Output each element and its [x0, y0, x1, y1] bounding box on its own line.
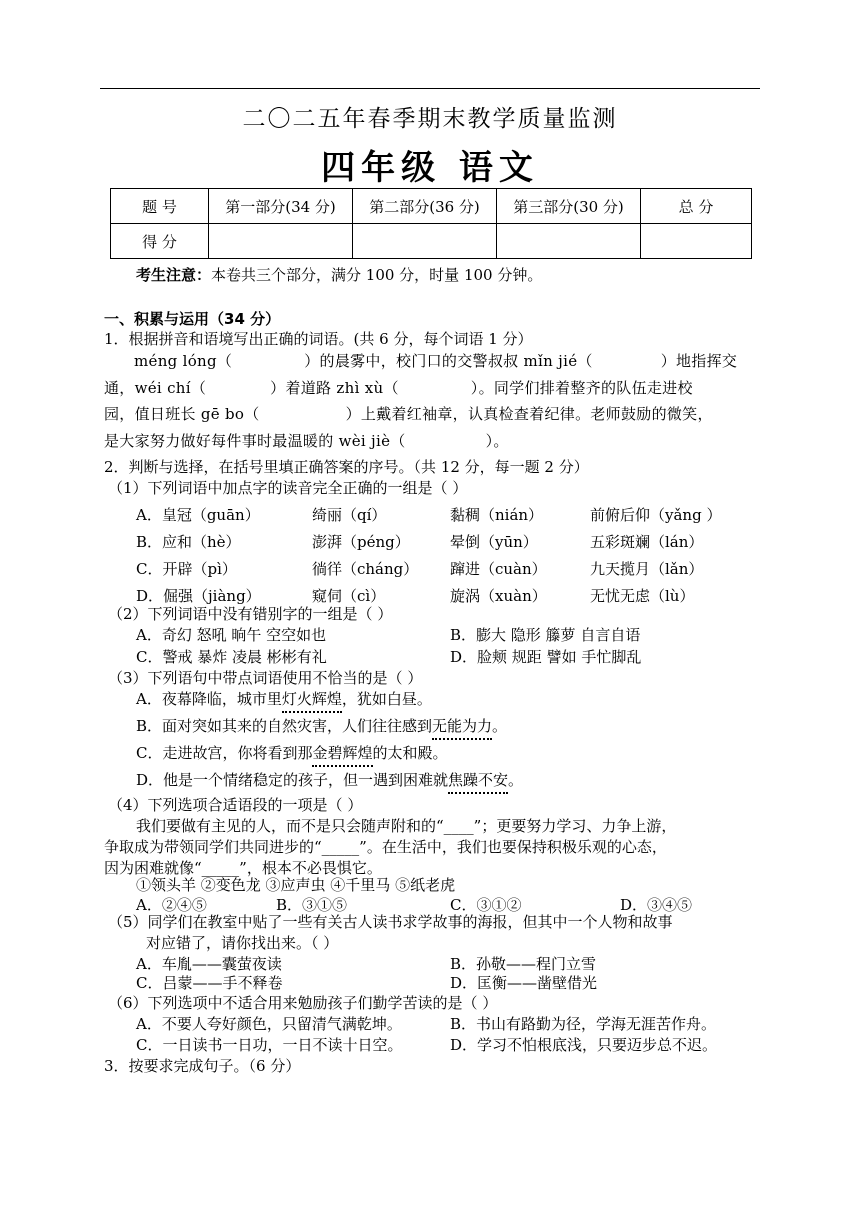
option-word: 黏稠（nián）	[450, 506, 544, 524]
sub-question-stem: （6）下列选项中不适合用来勉励孩子们勤学苦读的是（ ）	[108, 994, 498, 1012]
option-word: 五彩斑斓（lán）	[590, 533, 704, 551]
option-item[interactable]: A．皇冠（guān）	[136, 506, 260, 524]
score-table-cell: 第一部分(34 分)	[209, 189, 353, 224]
option-item[interactable]: B．孙敬——程门立雪	[450, 955, 597, 973]
q1-text: ）。同学们排着整齐的队伍走进校	[470, 379, 693, 397]
option-word: 澎湃（péng）	[312, 533, 410, 551]
option-text: D．他是一个情绪稳定的孩子，但一遇到困难就	[136, 771, 449, 789]
sub-question-stem: 对应错了，请你找出来。（ ）	[146, 934, 339, 952]
q1-line	[104, 403, 713, 424]
q1-line	[134, 350, 737, 371]
option-item[interactable]: D．倔强（jiàng）	[136, 587, 261, 605]
exam-title: 二〇二五年春季期末教学质量监测	[242, 106, 618, 132]
option-item[interactable]: D．脸颊 规距 譬如 手忙脚乱	[450, 648, 642, 666]
score-table-cell: 第二部分(36 分)	[353, 189, 497, 224]
question-stem: 1．根据拼音和语境写出正确的词语。(共 6 分，每个词语 1 分）	[104, 330, 533, 348]
score-input-cell[interactable]	[497, 224, 641, 259]
option-word: 无忧无虑（lù）	[590, 587, 695, 605]
score-table	[110, 188, 752, 259]
option-word: 晕倒（yūn）	[450, 533, 538, 551]
option-item[interactable]: D．学习不怕根底浅，只要迈步总不迟。	[450, 1036, 718, 1054]
option-item[interactable]: C．警戒 暴炸 凌晨 彬彬有礼	[136, 648, 327, 666]
passage-line: 因为困难就像“_____”，根本不必畏惧它。	[104, 859, 382, 877]
option-item[interactable]	[136, 743, 448, 767]
word-options: ①领头羊 ②变色龙 ③应声虫 ④千里马 ⑤纸老虎	[136, 876, 456, 894]
passage-line: 我们要做有主见的人，而不是只会随声附和的“____”；更要努力学习、力争上游，	[136, 817, 677, 835]
score-input-cell[interactable]	[209, 224, 353, 259]
option-item[interactable]: C．开辟（pì）	[136, 560, 237, 578]
option-word: 旋涡（xuàn）	[450, 587, 547, 605]
score-table-cell: 题 号	[111, 189, 209, 224]
score-table-cell: 总 分	[641, 189, 752, 224]
question-stem: 3．按要求完成句子。（6 分）	[104, 1057, 301, 1075]
q1-text: ）上戴着红袖章，认真检查着纪律。老师鼓励的微笑，	[345, 405, 713, 423]
option-item[interactable]	[136, 689, 432, 713]
dotted-word: 焦躁不安	[448, 770, 508, 794]
passage-line: 争取成为带领同学们共同进步的“_____”。在生活中，我们也要保持积极乐观的心态，	[104, 838, 667, 856]
score-table-cell: 得 分	[111, 224, 209, 259]
option-word: 窥伺（cì）	[312, 587, 386, 605]
option-text: A．夜幕降临，城市里	[136, 690, 282, 708]
option-item[interactable]: B．膨大 隐形 籐萝 自言自语	[450, 626, 641, 644]
q1-line	[104, 377, 693, 398]
header-rule	[100, 88, 760, 89]
option-text: 。	[492, 717, 508, 735]
sub-question-stem: （3）下列语句中带点词语使用不恰当的是（ ）	[108, 669, 423, 687]
q1-text: 园，值日班长 gē bo（	[104, 405, 260, 423]
option-item[interactable]: A．车胤——囊萤夜读	[136, 955, 282, 973]
option-text: 的太和殿。	[372, 744, 448, 762]
score-table-cell: 第三部分(30 分)	[497, 189, 641, 224]
q1-text: ）着道路 zhì xù（	[270, 379, 399, 397]
option-text: 。	[508, 771, 524, 789]
section-title: 一、积累与运用（34 分）	[104, 310, 281, 328]
q1-text: ）。	[485, 432, 509, 450]
q1-text: ）地指挥交	[660, 352, 738, 370]
option-item[interactable]: C．③①②	[450, 896, 522, 914]
sub-question-stem: （2）下列词语中没有错别字的一组是（ ）	[108, 605, 393, 623]
option-word: 蹿进（cuàn）	[450, 560, 547, 578]
option-item[interactable]: D．③④⑤	[620, 896, 693, 914]
option-word: 前俯后仰（yǎng ）	[590, 506, 722, 524]
notice-text: 本卷共三个部分，满分 100 分，时量 100 分钟。	[211, 266, 543, 284]
option-item[interactable]: C．一日读书一日功，一日不读十日空。	[136, 1036, 403, 1054]
option-item[interactable]: A．奇幻 怒吼 晌午 空空如也	[136, 626, 327, 644]
option-item[interactable]	[136, 770, 523, 794]
option-item[interactable]: C．吕蒙——手不释卷	[136, 974, 283, 992]
q1-text: méng lóng（	[134, 352, 233, 370]
score-input-cell[interactable]	[641, 224, 752, 259]
sub-question-stem: （1）下列词语中加点字的读音完全正确的一组是（ ）	[108, 479, 468, 497]
exam-subtitle: 四年级 语文	[321, 148, 539, 188]
score-table-score-row	[111, 224, 752, 259]
score-table-header-row	[111, 189, 752, 224]
q1-text: ）的晨雾中，校门口的交警叔叔 mǐn jié（	[304, 352, 593, 370]
q1-line	[104, 430, 509, 451]
dotted-word: 无能为力	[432, 716, 492, 740]
score-input-cell[interactable]	[353, 224, 497, 259]
option-text: C．走进故宫，你将看到那	[136, 744, 313, 762]
option-word: 徜徉（cháng）	[312, 560, 419, 578]
sub-question-stem: （5）同学们在教室中贴了一些有关古人读书求学故事的海报，但其中一个人物和故事	[108, 913, 673, 931]
option-text: B．面对突如其来的自然灾害，人们往往感到	[136, 717, 433, 735]
dotted-word: 灯火辉煌	[282, 689, 342, 713]
option-item[interactable]	[136, 716, 507, 740]
notice-label: 考生注意：	[136, 266, 212, 284]
option-word: 九天揽月（lǎn）	[590, 560, 704, 578]
notice	[136, 265, 542, 285]
q1-text: 是大家努力做好每件事时最温暖的 wèi jiè（	[104, 432, 406, 450]
option-text: ，犹如白昼。	[341, 690, 432, 708]
option-item[interactable]: B．③①⑤	[276, 896, 348, 914]
dotted-word: 金碧辉煌	[312, 743, 372, 767]
option-word: 绮丽（qí）	[312, 506, 387, 524]
question-stem: 2．判断与选择，在括号里填正确答案的序号。（共 12 分，每一题 2 分）	[104, 458, 589, 476]
q1-text: 通，wéi chí（	[104, 379, 207, 397]
option-item[interactable]: A．不要人夸好颜色，只留清气满乾坤。	[136, 1015, 402, 1033]
option-item[interactable]: D．匡衡——凿壁借光	[450, 974, 598, 992]
option-item[interactable]: B．应和（hè）	[136, 533, 241, 551]
sub-question-stem: （4）下列选项合适语段的一项是（ ）	[108, 796, 363, 814]
option-item[interactable]: B．书山有路勤为径，学海无涯苦作舟。	[450, 1015, 717, 1033]
option-item[interactable]: A．②④⑤	[136, 896, 207, 914]
